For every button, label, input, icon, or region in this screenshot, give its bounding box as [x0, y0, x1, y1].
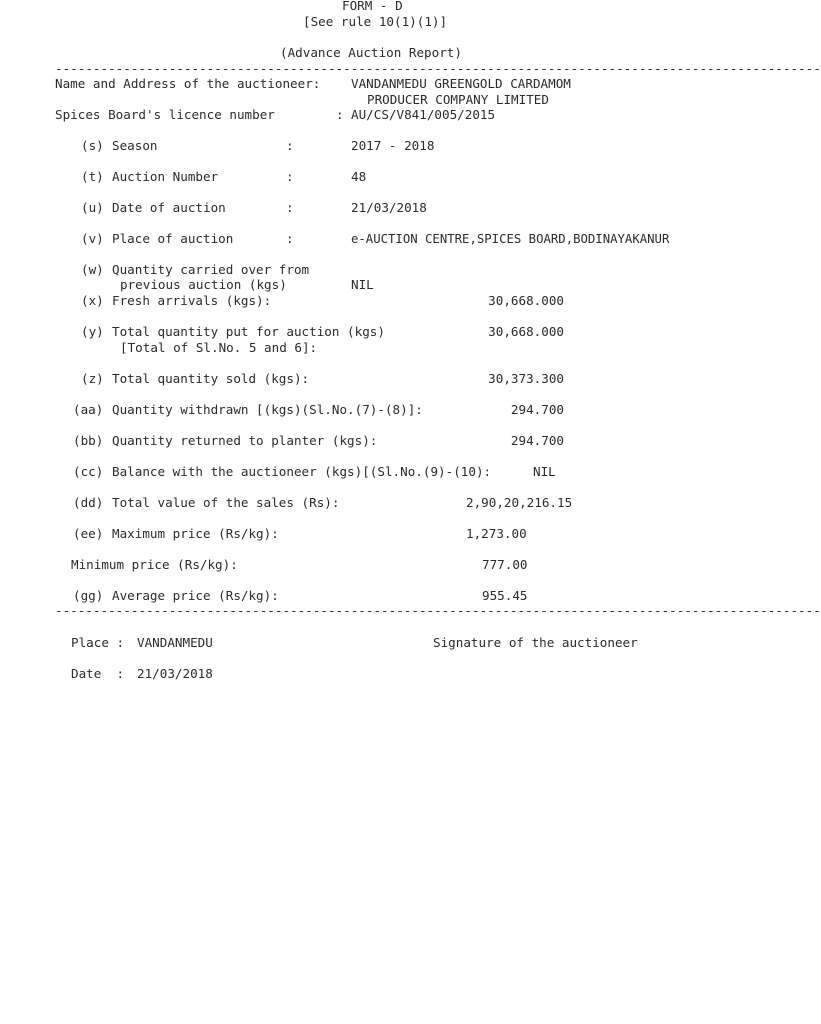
- total-value-value: 2,90,20,216.15: [466, 495, 573, 510]
- licence-label: Spices Board's licence number: [55, 107, 275, 122]
- place-label: Place :: [71, 635, 125, 650]
- avg-price-value: 955.45: [482, 588, 528, 603]
- total-put-label-line2: [Total of Sl.No. 5 and 6]:: [120, 340, 318, 355]
- signature-label: Signature of the auctioneer: [433, 635, 638, 650]
- fresh-arrivals-code: (x): [81, 293, 104, 308]
- withdrawn-label: Quantity withdrawn [(kgs)(Sl.No.(7)-(8)]:: [112, 402, 423, 417]
- auctioneer-label: Name and Address of the auctioneer:: [55, 76, 321, 91]
- withdrawn-value: 294.700: [510, 402, 564, 417]
- date-label: Date :: [71, 666, 125, 681]
- max-price-value: 1,273.00: [466, 526, 527, 541]
- balance-code: (cc): [73, 464, 104, 479]
- balance-label: Balance with the auctioneer (kgs)[(Sl.No.(9)-(10):: [112, 464, 492, 479]
- total-sold-value: 30,373.300: [488, 371, 564, 386]
- season-code: (s): [81, 138, 104, 153]
- returned-code: (bb): [73, 433, 104, 448]
- carried-over-value: NIL: [351, 277, 374, 292]
- auction-number-colon: :: [286, 169, 294, 184]
- top-separator: -----------------------------------------------------------------------------------------------------: [55, 61, 821, 76]
- auctioneer-name-line2: PRODUCER COMPANY LIMITED: [367, 92, 549, 107]
- date-value: 21/03/2018: [137, 666, 213, 681]
- total-sold-code: (z): [81, 371, 104, 386]
- auction-date-code: (u): [81, 200, 104, 215]
- auction-place-value: e-AUCTION CENTRE,SPICES BOARD,BODINAYAKANUR: [351, 232, 670, 246]
- withdrawn-code: (aa): [73, 402, 104, 417]
- auction-place-colon: :: [286, 231, 294, 246]
- form-title: FORM - D: [342, 0, 403, 13]
- total-put-code: (y): [81, 324, 104, 339]
- auction-number-label: Auction Number: [112, 169, 219, 184]
- bottom-separator: -----------------------------------------------------------------------------------------------------: [55, 603, 821, 618]
- season-value: 2017 - 2018: [351, 138, 435, 153]
- returned-label: Quantity returned to planter (kgs):: [112, 433, 378, 448]
- total-put-value: 30,668.000: [488, 324, 564, 339]
- licence-colon: :: [336, 107, 344, 122]
- total-value-code: (dd): [73, 495, 104, 510]
- total-sold-label: Total quantity sold (kgs):: [112, 371, 310, 386]
- avg-price-code: (gg): [73, 588, 104, 603]
- auction-number-code: (t): [81, 169, 104, 184]
- carried-over-label-line1: Quantity carried over from: [112, 262, 310, 277]
- auction-place-label: Place of auction: [112, 231, 234, 246]
- avg-price-label: Average price (Rs/kg):: [112, 588, 279, 603]
- max-price-code: (ee): [73, 526, 104, 541]
- season-label: Season: [112, 138, 158, 153]
- auctioneer-name-line1: VANDANMEDU GREENGOLD CARDAMOM: [351, 76, 571, 91]
- max-price-label: Maximum price (Rs/kg):: [112, 526, 279, 541]
- fresh-arrivals-value: 30,668.000: [488, 293, 564, 308]
- licence-value: AU/CS/V841/005/2015: [351, 107, 496, 122]
- place-value: VANDANMEDU: [137, 635, 213, 650]
- total-put-label-line1: Total quantity put for auction (kgs): [112, 324, 385, 339]
- auction-number-value: 48: [351, 169, 367, 184]
- total-value-label: Total value of the sales (Rs):: [112, 495, 340, 510]
- fresh-arrivals-label: Fresh arrivals (kgs):: [112, 293, 272, 308]
- auction-date-colon: :: [286, 200, 294, 215]
- balance-value: NIL: [533, 464, 556, 479]
- season-colon: :: [286, 138, 294, 153]
- report-title: (Advance Auction Report): [280, 45, 462, 60]
- auction-date-label: Date of auction: [112, 200, 226, 215]
- auction-place-code: (v): [81, 231, 104, 246]
- auction-date-value: 21/03/2018: [351, 200, 427, 215]
- min-price-value: 777.00: [482, 557, 528, 572]
- rule-reference: [See rule 10(1)(1)]: [303, 14, 448, 29]
- carried-over-code: (w): [81, 262, 104, 277]
- min-price-label: Minimum price (Rs/kg):: [71, 557, 238, 572]
- carried-over-label-line2: previous auction (kgs): [120, 277, 287, 292]
- returned-value: 294.700: [510, 433, 564, 448]
